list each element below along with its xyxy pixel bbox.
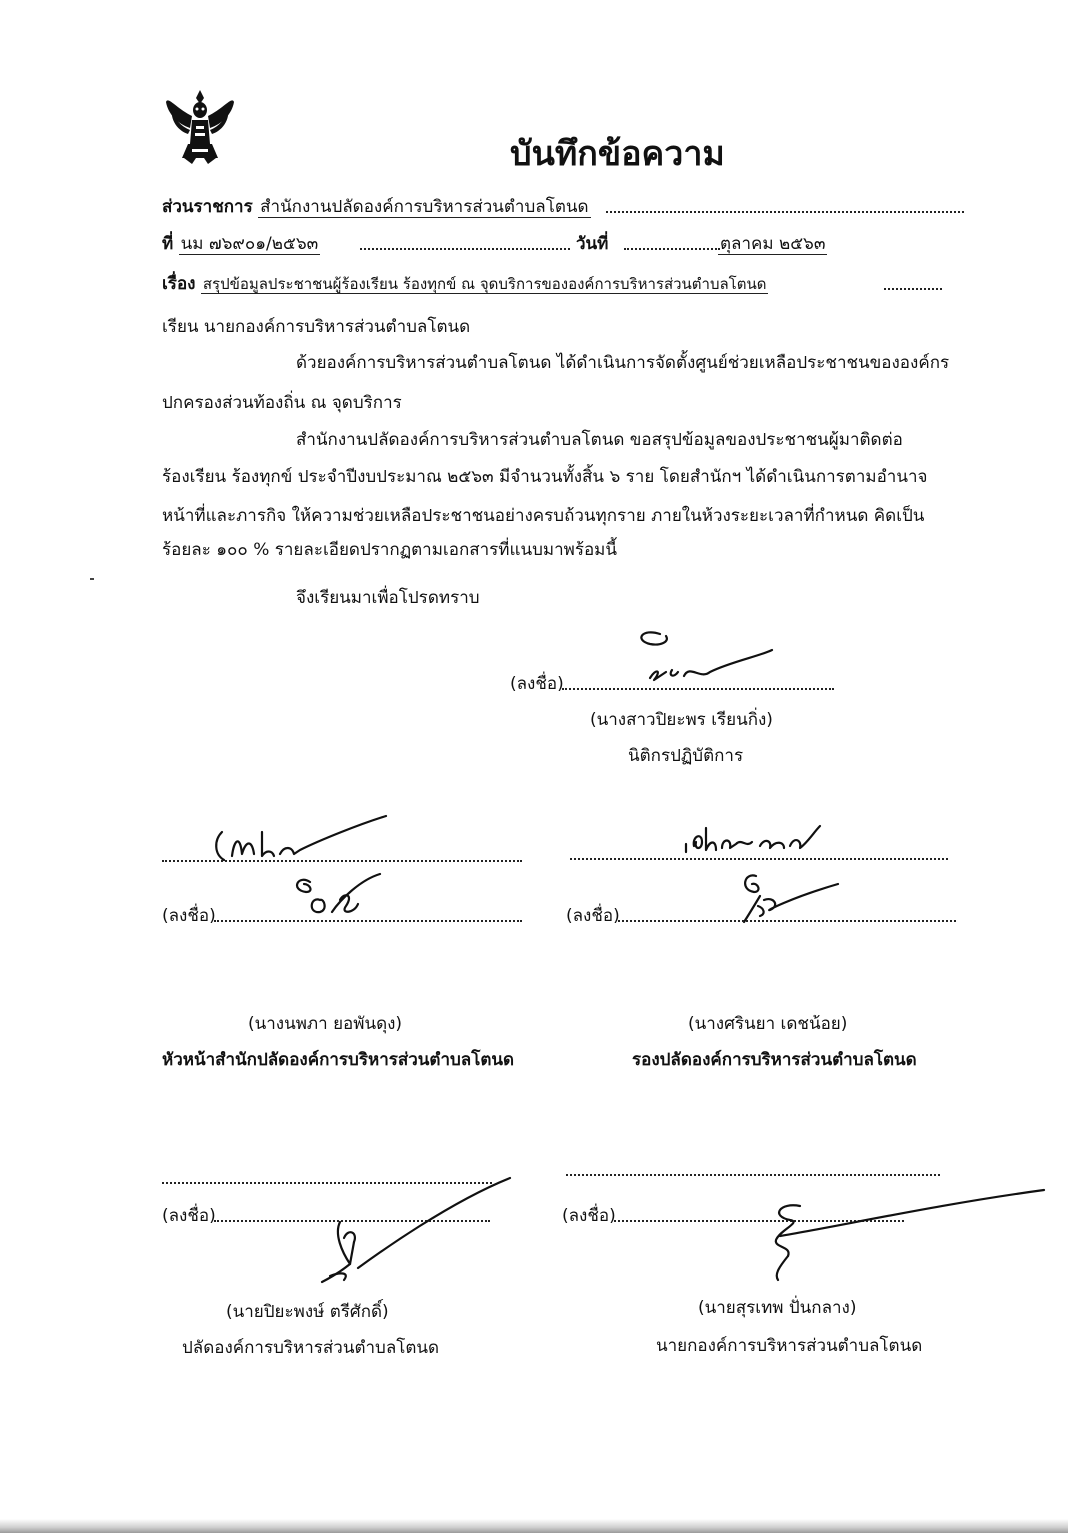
clerk-position: ปลัดองค์การบริหารส่วนตำบลโตนด xyxy=(182,1338,440,1358)
body-p2-line4: ร้อยละ ๑๐๐ % รายละเอียดปรากฏตามเอกสารที่แนบมาพร้อมนี้ xyxy=(162,540,617,560)
subject-value: สรุปข้อมูลประชาชนผู้ร้องเรียน ร้องทุกข์ ณ จุดบริการขององค์การบริหารส่วนตำบลโตนด xyxy=(202,275,767,293)
date-dotted-line xyxy=(624,248,720,250)
subject-label: เรื่อง xyxy=(162,274,196,294)
mayor-note-line xyxy=(566,1174,940,1176)
head-office-sign-line xyxy=(214,920,522,922)
body-p1-line2: ปกครองส่วนท้องถิ่น ณ จุดบริการ xyxy=(162,393,402,413)
addressee: เรียน นายกองค์การบริหารส่วนตำบลโตนด xyxy=(162,317,471,337)
mayor-name: (นายสุรเทพ ปั่นกลาง) xyxy=(698,1298,857,1318)
date-value: ตุลาคม ๒๕๖๓ xyxy=(720,234,826,254)
clerk-name: (นายปิยะพงษ์ ตรีศักดิ์) xyxy=(226,1302,389,1322)
scan-bottom-edge xyxy=(0,1519,1068,1533)
mayor-sign-label: (ลงชื่อ) xyxy=(562,1206,616,1226)
ref-value: นม ๗๖๙๐๑/๒๕๖๓ xyxy=(180,234,319,254)
author-position: นิติกรปฏิบัติการ xyxy=(628,746,744,766)
deputy-clerk-sign-line xyxy=(618,920,956,922)
author-sign-line xyxy=(562,688,834,690)
date-label: วันที่ xyxy=(576,234,609,254)
agency-row xyxy=(162,197,591,217)
head-office-position: หัวหน้าสำนักปลัดองค์การบริหารส่วนตำบลโตนด xyxy=(162,1050,515,1070)
deputy-clerk-sign-label: (ลงชื่อ) xyxy=(566,906,620,926)
mayor-signature-icon xyxy=(740,1186,1050,1286)
deputy-clerk-note-line xyxy=(570,858,948,860)
body-p1-line1: ด้วยองค์การบริหารส่วนตำบลโตนด ได้ดำเนินการจัดตั้งศูนย์ช่วยเหลือประชาชนขององค์กร xyxy=(296,353,950,373)
agency-dotted-line xyxy=(606,211,964,213)
head-office-sign-label: (ลงชื่อ) xyxy=(162,906,216,926)
deputy-clerk-note-handwriting-icon xyxy=(680,818,830,858)
scan-speck xyxy=(90,578,94,580)
memo-title: บันทึกข้อความ xyxy=(510,134,725,174)
clerk-signature-icon xyxy=(310,1172,520,1292)
body-p2-line1: สำนักงานปลัดองค์การบริหารส่วนตำบลโตนด ขอสรุปข้อมูลของประชาชนผู้มาติดต่อ xyxy=(296,430,903,450)
deputy-clerk-name: (นางศรินยา เดชน้อย) xyxy=(688,1014,848,1034)
ref-label: ที่ xyxy=(162,234,174,254)
head-office-note-line xyxy=(162,860,522,862)
author-sign-label: (ลงชื่อ) xyxy=(510,674,564,694)
body-p2-line2: ร้องเรียน ร้องทุกข์ ประจำปีงบประมาณ ๒๕๖๓ มีจำนวนทั้งสิ้น ๖ ราย โดยสำนักฯ ได้ดำเนินการตามอำนาจ xyxy=(162,467,928,487)
mayor-position: นายกองค์การบริหารส่วนตำบลโตนด xyxy=(656,1336,923,1356)
deputy-clerk-position: รองปลัดองค์การบริหารส่วนตำบลโตนด xyxy=(632,1050,917,1070)
garuda-emblem-icon xyxy=(162,86,238,166)
deputy-clerk-signature-icon xyxy=(730,866,850,926)
author-name: (นางสาวปิยะพร เรียนกิ่ง) xyxy=(590,710,773,730)
agency-value: สำนักงานปลัดองค์การบริหารส่วนตำบลโตนด xyxy=(260,197,589,217)
head-office-name: (นางนพภา ยอพันดุง) xyxy=(248,1014,403,1034)
subject-row xyxy=(162,274,768,294)
subject-dotted-line xyxy=(884,288,942,290)
head-office-signature-icon xyxy=(280,870,390,920)
author-signature-icon xyxy=(620,620,780,690)
body-p2-line3: หน้าที่และภารกิจ ให้ความช่วยเหลือประชาชนอย่างครบถ้วนทุกราย ภายในห้วงระยะเวลาที่กำหนด คิดเป็น xyxy=(162,506,925,526)
date-value-wrap xyxy=(718,234,827,254)
agency-label: ส่วนราชการ xyxy=(162,197,253,217)
clerk-sign-label: (ลงชื่อ) xyxy=(162,1206,216,1226)
ref-dotted-line xyxy=(360,248,570,250)
ref-row xyxy=(162,234,320,254)
closing-line: จึงเรียนมาเพื่อโปรดทราบ xyxy=(296,588,480,608)
